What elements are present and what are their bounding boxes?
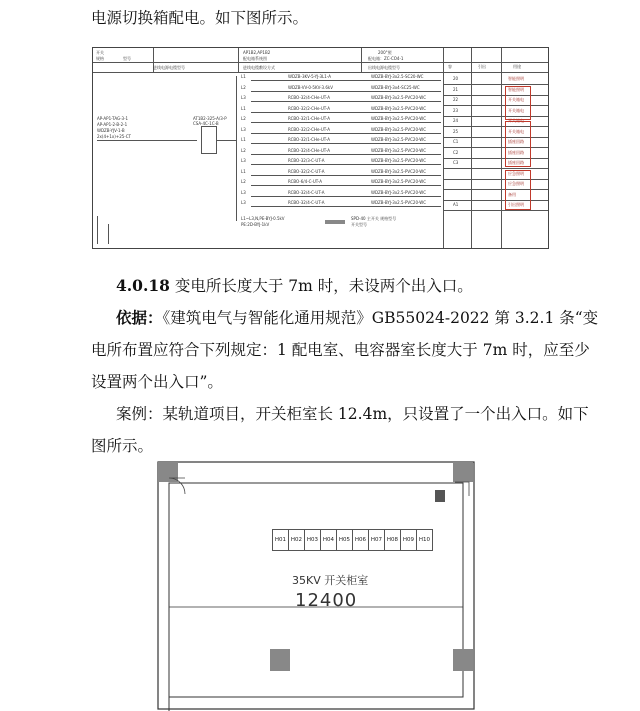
case-line-1: 案例：某轨道项目，开关柜室长 12.4m，只设置了一个出入口。如下: [116, 405, 589, 423]
power-note-2: 开关型号: [351, 222, 367, 227]
circuit-cable: WDZB-BYJ-3x2.5-PVC20-WC: [371, 200, 427, 205]
circuit-breaker: RCBO-32/4-C-UT-A: [288, 189, 325, 195]
circuit-breaker: RCBO-32/1-CHe-UT-A: [288, 137, 330, 142]
header-divider: [93, 62, 548, 63]
circuit-use: 开关箱电: [508, 97, 524, 102]
row-divider: [443, 189, 548, 190]
room-name: 35KV 开关柜室: [292, 574, 369, 587]
busbar: [236, 76, 237, 221]
circuit-phase: L2: [241, 84, 246, 90]
bottom-left-1: L1~L3,N,PE-BYJ-0.5kV: [241, 216, 285, 221]
incoming-2: AP-AP1-2-B-2-1: [97, 122, 128, 127]
spd-symbol: [325, 220, 345, 224]
header-mid-2: 配电箱：ZC-CO4-1: [368, 56, 404, 61]
highlight-box-1: [505, 86, 531, 120]
table-col-line: [443, 48, 444, 248]
busbar-feed: [216, 140, 236, 141]
row-divider: [443, 95, 548, 96]
circuit-cable: WDZB-BYJ-3x2.5-PVC20-WC: [371, 189, 427, 195]
loop-number: 22: [453, 97, 459, 102]
circuit-use: 智能照明: [508, 76, 524, 81]
circuit-line: [251, 175, 441, 176]
breaker-label-1: AT1B2-325-A/3-P: [193, 116, 227, 121]
circuit-cable: WDZB-BYJ-3x2.5-PVC20-WC: [371, 158, 427, 163]
circuit-use: 开关箱电: [508, 128, 524, 134]
header-center: 配电箱系统图: [243, 56, 267, 61]
circuit-phase: L2: [241, 179, 246, 184]
header-col-line: [361, 48, 362, 72]
circuit-breaker: RCBO-32/3-C-UT-A: [288, 158, 325, 163]
row-divider: [443, 116, 548, 117]
sub-header-2: 进线电缆敷设方式: [243, 65, 275, 70]
circuit-phase: L3: [241, 189, 246, 195]
circuit-use: 应急照明: [508, 181, 524, 186]
cabinet-h06: H06: [352, 529, 369, 551]
header-center-top: AP1B2,AP1B2: [243, 50, 271, 55]
circuit-use: 插座回路: [508, 160, 524, 165]
circuit-use: 引出照明: [508, 202, 524, 207]
circuit-use: 应急照明: [508, 170, 524, 176]
circuit-use: 开关箱电: [508, 118, 524, 123]
header-left-2: 规格: [96, 56, 104, 61]
column-br: [453, 649, 473, 671]
basis-line-3: 设置两个出入口”。: [91, 373, 223, 391]
cabinet-h01: H01: [272, 529, 289, 551]
loop-number: 21: [453, 86, 459, 92]
circuit-breaker: RCBO-32/4-CHe-UT-A: [288, 147, 330, 153]
circuit-line: [251, 112, 441, 113]
incoming-4: 2x(4+1x)+25-CT: [97, 134, 131, 139]
table-col-line: [471, 48, 472, 248]
circuit-breaker: RCBO-32/2-C-UT-A: [288, 168, 325, 174]
loop-number: C3: [453, 160, 459, 165]
circuit-phase: L3: [241, 158, 246, 163]
row-divider: [443, 126, 548, 127]
row-divider: [443, 84, 548, 85]
header-right-3: 用途: [513, 64, 521, 69]
circuit-line: [251, 133, 441, 134]
row-divider: [443, 137, 548, 138]
intro-text: 电源切换箱配电。如下图所示。: [91, 9, 309, 27]
column-small: [435, 490, 445, 502]
circuit-phase: L2: [241, 147, 246, 153]
loop-number: 23: [453, 107, 459, 113]
circuit-use: 开关箱电: [508, 107, 524, 113]
circuit-cable: WDZB-BYJ-3x2.5-PVC20-WC: [371, 168, 427, 174]
incoming-3: WDZB-YJV-1-B: [97, 128, 125, 133]
circuit-breaker: RCBO-32/2-CHe-UT-A: [288, 105, 330, 111]
row-divider: [443, 168, 548, 169]
dimension-label: 12400: [295, 590, 358, 611]
circuit-breaker: RCBO-6/4-C-UT-A: [288, 179, 322, 184]
highlight-box-3: [505, 170, 531, 210]
case-line-2: 图所示。: [91, 437, 154, 455]
loop-number: C2: [453, 149, 459, 155]
cabinet-row: [272, 529, 432, 551]
row-divider: [443, 200, 548, 201]
circuit-cable: WDZB-BYJ-3x2.5-PVC20-WC: [371, 147, 427, 153]
basis-line-1: [116, 308, 598, 328]
circuit-line: [251, 122, 441, 123]
circuit-line: [251, 80, 441, 81]
circuit-line: [251, 154, 441, 155]
circuit-line: [251, 206, 441, 207]
header-mid: 200°照: [378, 50, 392, 55]
cabinet-h09: H09: [400, 529, 417, 551]
loop-number: A1: [453, 202, 459, 207]
header-divider-2: [93, 72, 548, 73]
column-tr: [453, 462, 473, 482]
loop-number: 25: [453, 128, 459, 134]
section-heading: [116, 276, 473, 296]
circuit-breaker: RCBO-32/4-CHe-UT-A: [288, 95, 330, 100]
bottom-left-2: PE:2D-BYJ-1kV: [241, 222, 270, 227]
frame-mark: [108, 224, 109, 244]
header-left-1: 开关: [96, 50, 104, 55]
floor-plan: [155, 460, 482, 711]
incoming-line: [97, 140, 197, 141]
incoming-1: AP-AP1-TAG-3-1: [97, 116, 129, 121]
section-title: 变电所长度大于 7m 时，未设两个出入口。: [174, 277, 473, 295]
circuit-cable: WDZB-BYJ-3x2.5-PVC20-WC: [371, 137, 427, 142]
power-note-1: SPD-40 主开关 规格型号: [351, 216, 397, 221]
basis-line-2: 电所布置应符合下列规定：1 配电室、电容器室长度大于 7m 时，应至少: [91, 341, 590, 359]
circuit-cable: WDZB-BYJ-3x2.5-PVC20-WC: [371, 179, 427, 184]
cabinet-h04: H04: [320, 529, 337, 551]
header-right-2: 引出: [478, 64, 486, 69]
row-divider: [443, 179, 548, 180]
header-left-3: 型号: [123, 56, 131, 61]
highlight-box-2: [505, 121, 531, 167]
circuit-cable: WDZB-BYJ-3x2.5-PVC20-WC: [371, 105, 427, 111]
table-col-line: [501, 48, 502, 248]
sub-header-1: 进线电源电缆型号: [153, 65, 185, 70]
cabinet-h07: H07: [368, 529, 385, 551]
circuit-cable: WDZB-BYJ-3x4-SC25-WC: [371, 84, 420, 90]
circuit-breaker: WDZB-3KV-5-YJ-3L1-A: [288, 74, 331, 79]
circuit-use: 插座回路: [508, 149, 524, 155]
circuit-line: [251, 91, 441, 92]
basis-text-1: 《建筑电气与智能化通用规范》GB55024-2022 第 3.2.1 条“变: [162, 309, 599, 327]
circuit-phase: L1: [241, 137, 246, 142]
loop-number: C1: [453, 139, 459, 144]
column-bm: [270, 649, 290, 671]
cabinet-h03: H03: [304, 529, 321, 551]
header-col-line: [238, 48, 239, 72]
circuit-cable: WDZB-BYJ-3x2.5-PVC20-WC: [371, 116, 427, 121]
cabinet-h02: H02: [288, 529, 305, 551]
loop-number: 24: [453, 118, 459, 123]
circuit-phase: L1: [241, 105, 246, 111]
breaker-label-2: CSA-4C-1C-B: [193, 121, 219, 126]
row-divider: [443, 147, 548, 148]
frame-mark: [97, 216, 98, 244]
circuit-line: [251, 196, 441, 197]
circuit-line: [251, 101, 441, 102]
header-right-1: 容: [448, 64, 452, 69]
row-divider: [443, 210, 548, 211]
circuit-breaker: RCBO-32/4-C-UT-A: [288, 200, 325, 205]
section-number: 4.0.18: [116, 276, 170, 295]
main-breaker-symbol: [201, 126, 217, 154]
circuit-cable: WDZB-BYJ-3x2.5-SC20-WC: [371, 74, 424, 79]
circuit-line: [251, 185, 441, 186]
circuit-phase: L1: [241, 74, 246, 79]
circuit-phase: L3: [241, 95, 246, 100]
cabinet-h10: H10: [416, 529, 433, 551]
circuit-use: 备用: [508, 191, 516, 197]
circuit-line: [251, 143, 441, 144]
row-divider: [443, 105, 548, 106]
circuit-use: 插座回路: [508, 139, 524, 144]
circuit-breaker: RCBO-32/2-CHe-UT-A: [288, 126, 330, 132]
basis-label: 依据：: [116, 308, 163, 327]
circuit-phase: L3: [241, 200, 246, 205]
circuit-phase: L2: [241, 116, 246, 121]
circuit-line: [251, 164, 441, 165]
circuit-breaker: WDZB-VV-0-5KV-3.6kV: [288, 84, 333, 90]
loop-number: 20: [453, 76, 459, 81]
cabinet-h08: H08: [384, 529, 401, 551]
circuit-cable: WDZB-BYJ-3x2.5-PVC20-WC: [371, 126, 427, 132]
circuit-cable: WDZB-BYJ-3x2.5-PVC20-WC: [371, 95, 427, 100]
sub-header-3: 出线电源电缆型号: [368, 65, 400, 70]
circuit-phase: L3: [241, 126, 246, 132]
row-divider: [443, 158, 548, 159]
circuit-breaker: RCBO-32/1-CHe-UT-A: [288, 116, 330, 121]
circuit-phase: L1: [241, 168, 246, 174]
circuit-use: 智能照明: [508, 86, 524, 92]
cabinet-h05: H05: [336, 529, 353, 551]
door-mark: [455, 482, 469, 496]
system-diagram: [92, 47, 549, 249]
